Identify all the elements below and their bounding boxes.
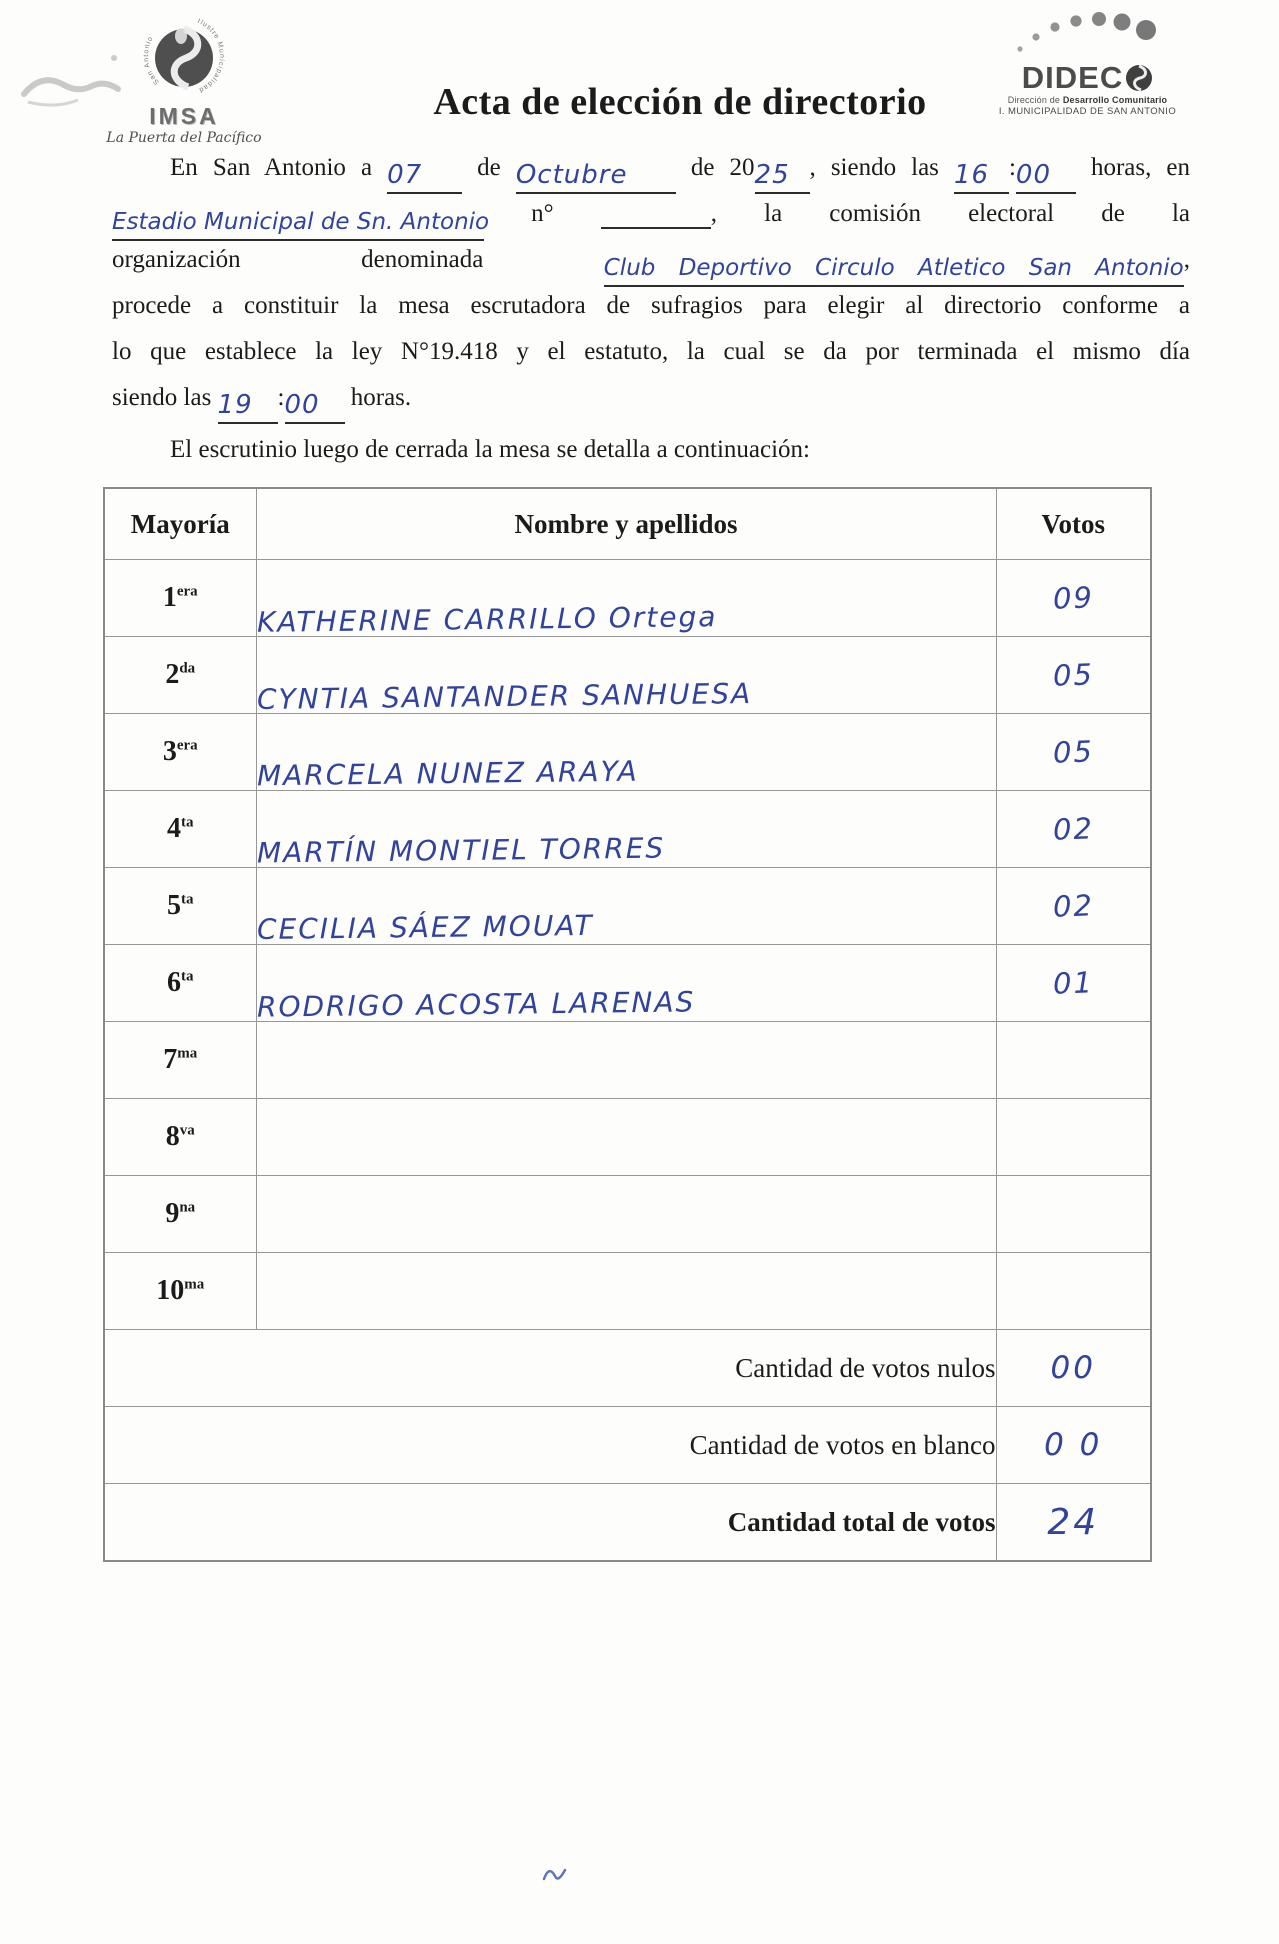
handwritten-votes: 02 bbox=[1052, 888, 1095, 924]
name-cell bbox=[256, 560, 996, 637]
intro-text: , la comisión electoral de la bbox=[710, 200, 1191, 227]
intro-text: organización bbox=[112, 246, 241, 273]
colon-text: : bbox=[277, 384, 285, 411]
votes-cell bbox=[996, 868, 1151, 945]
summary-row-blanco bbox=[104, 1407, 1151, 1484]
imsa-ring-text-left: Ilustre Municipalidad bbox=[196, 17, 226, 94]
name-cell bbox=[256, 714, 996, 791]
end-hour-blank bbox=[218, 388, 278, 424]
name-cell bbox=[256, 945, 996, 1022]
ordinal-cell: $7^{ma}$ bbox=[104, 1022, 256, 1099]
votes-cell bbox=[996, 560, 1151, 637]
name-cell bbox=[256, 1253, 996, 1330]
intro-line-4: procede a constituir la mesa escrutadora de sufragios para elegir al directorio conforme a bbox=[112, 292, 1190, 319]
handwritten-votes: 02 bbox=[1052, 811, 1095, 847]
ordinal-cell: $5^{ta}$ bbox=[104, 868, 256, 945]
handwritten-votes: 01 bbox=[1052, 965, 1095, 1001]
ordinal-cell: $1^{era}$ bbox=[104, 560, 256, 637]
imsa-ring-text-right: San Antonio bbox=[142, 35, 161, 86]
results-table bbox=[103, 487, 1152, 1562]
intro-line-5: lo que establece la ley N°19.418 y el estatuto, la cual se da por terminada el mismo día bbox=[112, 338, 1190, 365]
bottom-ink-mark bbox=[540, 1862, 570, 1886]
intro-line-3 bbox=[112, 238, 1190, 284]
scrutiny-note: El escrutinio luego de cerrada la mesa se detalla a continuación: bbox=[170, 436, 811, 463]
imsa-logo bbox=[104, 10, 264, 146]
year-blank bbox=[755, 158, 810, 194]
summary-label: Cantidad de votos nulos bbox=[104, 1330, 996, 1407]
votes-cell bbox=[996, 791, 1151, 868]
table-row bbox=[104, 1176, 1151, 1253]
name-cell bbox=[256, 1176, 996, 1253]
ordinal-cell: $10^{ma}$ bbox=[104, 1253, 256, 1330]
intro-text: de 20 bbox=[690, 154, 755, 181]
handwritten-month: Octubre bbox=[515, 160, 628, 190]
header-nombre: Nombre y apellidos bbox=[256, 488, 996, 560]
intro-text: En San Antonio a bbox=[170, 154, 373, 181]
name-cell bbox=[256, 791, 996, 868]
header-mayoria: Mayoría bbox=[104, 488, 256, 560]
name-cell bbox=[256, 1099, 996, 1176]
handwritten-votes-blanco: 0 0 bbox=[1044, 1427, 1103, 1463]
handwritten-day: 07 bbox=[387, 160, 423, 190]
handwritten-year: 25 bbox=[754, 160, 790, 190]
name-cell bbox=[256, 868, 996, 945]
dideco-subtitle-2: I. MUNICIPALIDAD DE SAN ANTONIO bbox=[998, 106, 1177, 117]
imsa-wordmark: IMSA bbox=[149, 103, 219, 129]
handwritten-votes: 09 bbox=[1052, 580, 1095, 616]
table-row bbox=[104, 560, 1151, 637]
hour-blank bbox=[954, 158, 1009, 194]
votes-cell bbox=[996, 1176, 1151, 1253]
place-blank bbox=[112, 205, 490, 241]
summary-value-cell bbox=[996, 1330, 1151, 1407]
intro-text: horas, en bbox=[1090, 154, 1191, 181]
summary-row-total bbox=[104, 1484, 1151, 1562]
dideco-subtitle-bold: Desarrollo Comunitario bbox=[1062, 95, 1168, 105]
table-row bbox=[104, 637, 1151, 714]
table-row bbox=[104, 1022, 1151, 1099]
intro-text: , bbox=[1183, 246, 1190, 273]
intro-text: horas. bbox=[350, 384, 412, 411]
ordinal-cell: $3^{era}$ bbox=[104, 714, 256, 791]
table-row bbox=[104, 945, 1151, 1022]
numero-blank bbox=[601, 193, 711, 229]
intro-line-1 bbox=[112, 146, 1190, 192]
numero-label: n° bbox=[531, 200, 554, 227]
handwritten-hour: 16 bbox=[953, 160, 990, 190]
ordinal-cell: $4^{ta}$ bbox=[104, 791, 256, 868]
votes-cell bbox=[996, 1022, 1151, 1099]
handwritten-name: CECILIA SÁEZ MOUAT bbox=[256, 908, 594, 947]
ordinal-cell: $2^{da}$ bbox=[104, 637, 256, 714]
header-votos: Votos bbox=[996, 488, 1151, 560]
handwritten-votes: 05 bbox=[1052, 657, 1095, 693]
table-row bbox=[104, 868, 1151, 945]
intro-text: , siendo las bbox=[809, 154, 939, 181]
name-cell bbox=[256, 637, 996, 717]
votes-cell bbox=[996, 637, 1151, 714]
day-blank bbox=[387, 158, 462, 194]
summary-label: Cantidad de votos en blanco bbox=[104, 1407, 996, 1484]
table-header-row bbox=[104, 488, 1151, 560]
handwritten-name: KATHERINE CARRILLO Ortega bbox=[256, 600, 718, 639]
table-row bbox=[104, 1253, 1151, 1330]
summary-row-nulos bbox=[104, 1330, 1151, 1407]
dideco-dots-icon bbox=[1008, 12, 1168, 58]
handwritten-end-hour: 19 bbox=[217, 390, 253, 420]
handwritten-votes: 05 bbox=[1052, 734, 1095, 770]
handwritten-minute: 00 bbox=[1015, 160, 1052, 190]
handwritten-end-minute: 00 bbox=[284, 390, 320, 420]
minute-blank bbox=[1016, 158, 1076, 194]
ordinal-cell: $6^{ta}$ bbox=[104, 945, 256, 1022]
handwritten-place: Estadio Municipal de Sn. Antonio bbox=[112, 209, 490, 235]
intro-text: siendo las bbox=[112, 384, 212, 411]
handwritten-name: MARCELA NUNEZ ARAYA bbox=[256, 754, 639, 793]
summary-label: Cantidad total de votos bbox=[104, 1484, 996, 1562]
intro-paragraph bbox=[112, 146, 1190, 472]
votes-cell bbox=[996, 714, 1151, 791]
summary-value-cell bbox=[996, 1484, 1151, 1562]
table-row bbox=[104, 791, 1151, 868]
handwritten-name: RODRIGO ACOSTA LARENAS bbox=[256, 985, 695, 1024]
colon-text: : bbox=[1008, 154, 1016, 181]
summary-value-cell bbox=[996, 1407, 1151, 1484]
table-row bbox=[104, 1099, 1151, 1176]
ordinal-cell: $9^{na}$ bbox=[104, 1176, 256, 1253]
handwritten-name: CYNTIA SANTANDER SANHUESA bbox=[256, 676, 752, 717]
handwritten-votes-total: 24 bbox=[1047, 1501, 1100, 1543]
organization-blank bbox=[604, 251, 1184, 287]
handwritten-votes-nulos: 00 bbox=[1050, 1350, 1096, 1386]
intro-text: denominada bbox=[361, 246, 484, 273]
votes-cell bbox=[996, 1099, 1151, 1176]
imsa-tagline: La Puerta del Pacífico bbox=[106, 130, 262, 146]
intro-line-2 bbox=[112, 192, 1190, 238]
dideco-wordmark-text: DIDEC bbox=[1021, 60, 1124, 95]
votes-cell bbox=[996, 945, 1151, 1022]
votes-cell bbox=[996, 1253, 1151, 1330]
end-minute-blank bbox=[285, 388, 345, 424]
page-title: Acta de elección de directorio bbox=[433, 81, 927, 123]
intro-line-6 bbox=[112, 376, 1190, 422]
dideco-subtitle-plain: Dirección de bbox=[1007, 95, 1063, 105]
table-row bbox=[104, 714, 1151, 791]
month-blank bbox=[516, 158, 676, 194]
intro-text: de bbox=[477, 154, 501, 181]
name-cell bbox=[256, 1022, 996, 1099]
handwritten-organization: Club Deportivo Circulo Atletico San Antonio bbox=[603, 255, 1184, 281]
handwritten-name: MARTÍN MONTIEL TORRES bbox=[256, 831, 665, 870]
ordinal-cell: $8^{va}$ bbox=[104, 1099, 256, 1176]
